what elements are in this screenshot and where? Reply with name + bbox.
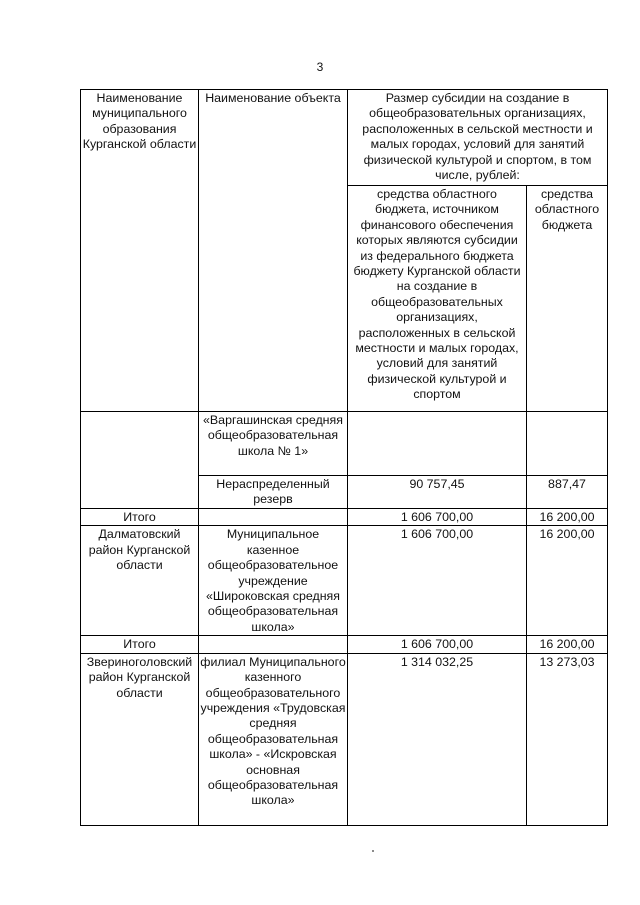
total-row [81, 636, 608, 653]
page-number: 3 [316, 60, 324, 74]
municipality-cell: Далматовский район Курганской области [81, 526, 199, 636]
total-row [81, 509, 608, 526]
total-label: Итого [81, 636, 199, 653]
federal-amount-cell: 1 606 700,00 [348, 636, 527, 653]
regional-amount-cell: 16 200,00 [527, 509, 608, 526]
regional-amount-cell: 13 273,03 [527, 653, 608, 825]
object-cell: Нераспределенный резерв [199, 476, 348, 509]
federal-amount-cell: 1 606 700,00 [348, 509, 527, 526]
regional-amount-cell: 16 200,00 [527, 636, 608, 653]
object-cell: филиал Муниципального казенного общеобразовательного учреждения «Трудовская средняя общеобразовательная школа» - «Искровская основная общеобразовательная школа» [199, 653, 348, 825]
federal-amount-cell: 1 314 032,25 [348, 653, 527, 825]
table-row [81, 526, 608, 636]
header-municipality: Наименование муниципального образования Курганской области [81, 90, 199, 412]
header-object: Наименование объекта [199, 90, 348, 412]
regional-amount-cell: 887,47 [527, 476, 608, 509]
subsidy-table [80, 89, 608, 826]
regional-amount-cell [527, 412, 608, 476]
header-subsidy-size: Размер субсидии на создание в общеобразовательных организациях, расположенных в сельской местности и малых городах, условий для занятий физической культурой и спортом, в том числе, рублей: [348, 90, 608, 186]
table-header-row [81, 90, 608, 186]
header-federal-source: средства областного бюджета, источником финансового обеспечения которых являются субсидии из федерального бюджета бюджету Курганской области на создание в общеобразовательных организациях, расположенных в сельской местности и малых городах, условий для занятий физической культурой и спортом [348, 186, 527, 412]
federal-amount-cell [348, 412, 527, 476]
object-cell: «Варгашинская средняя общеобразовательная школа № 1» [199, 412, 348, 476]
header-regional-budget: средства областного бюджета [527, 186, 608, 412]
object-cell: Муниципальное казенное общеобразовательное учреждение «Широковская средняя общеобразовательная школа» [199, 526, 348, 636]
table-row [81, 653, 608, 825]
municipality-cell [81, 412, 199, 509]
table-row [81, 412, 608, 476]
object-cell [199, 509, 348, 526]
object-cell [199, 636, 348, 653]
federal-amount-cell: 1 606 700,00 [348, 526, 527, 636]
municipality-cell: Звериноголовский район Курганской области [81, 653, 199, 825]
federal-amount-cell: 90 757,45 [348, 476, 527, 509]
stray-mark [372, 850, 374, 852]
total-label: Итого [81, 509, 199, 526]
regional-amount-cell: 16 200,00 [527, 526, 608, 636]
